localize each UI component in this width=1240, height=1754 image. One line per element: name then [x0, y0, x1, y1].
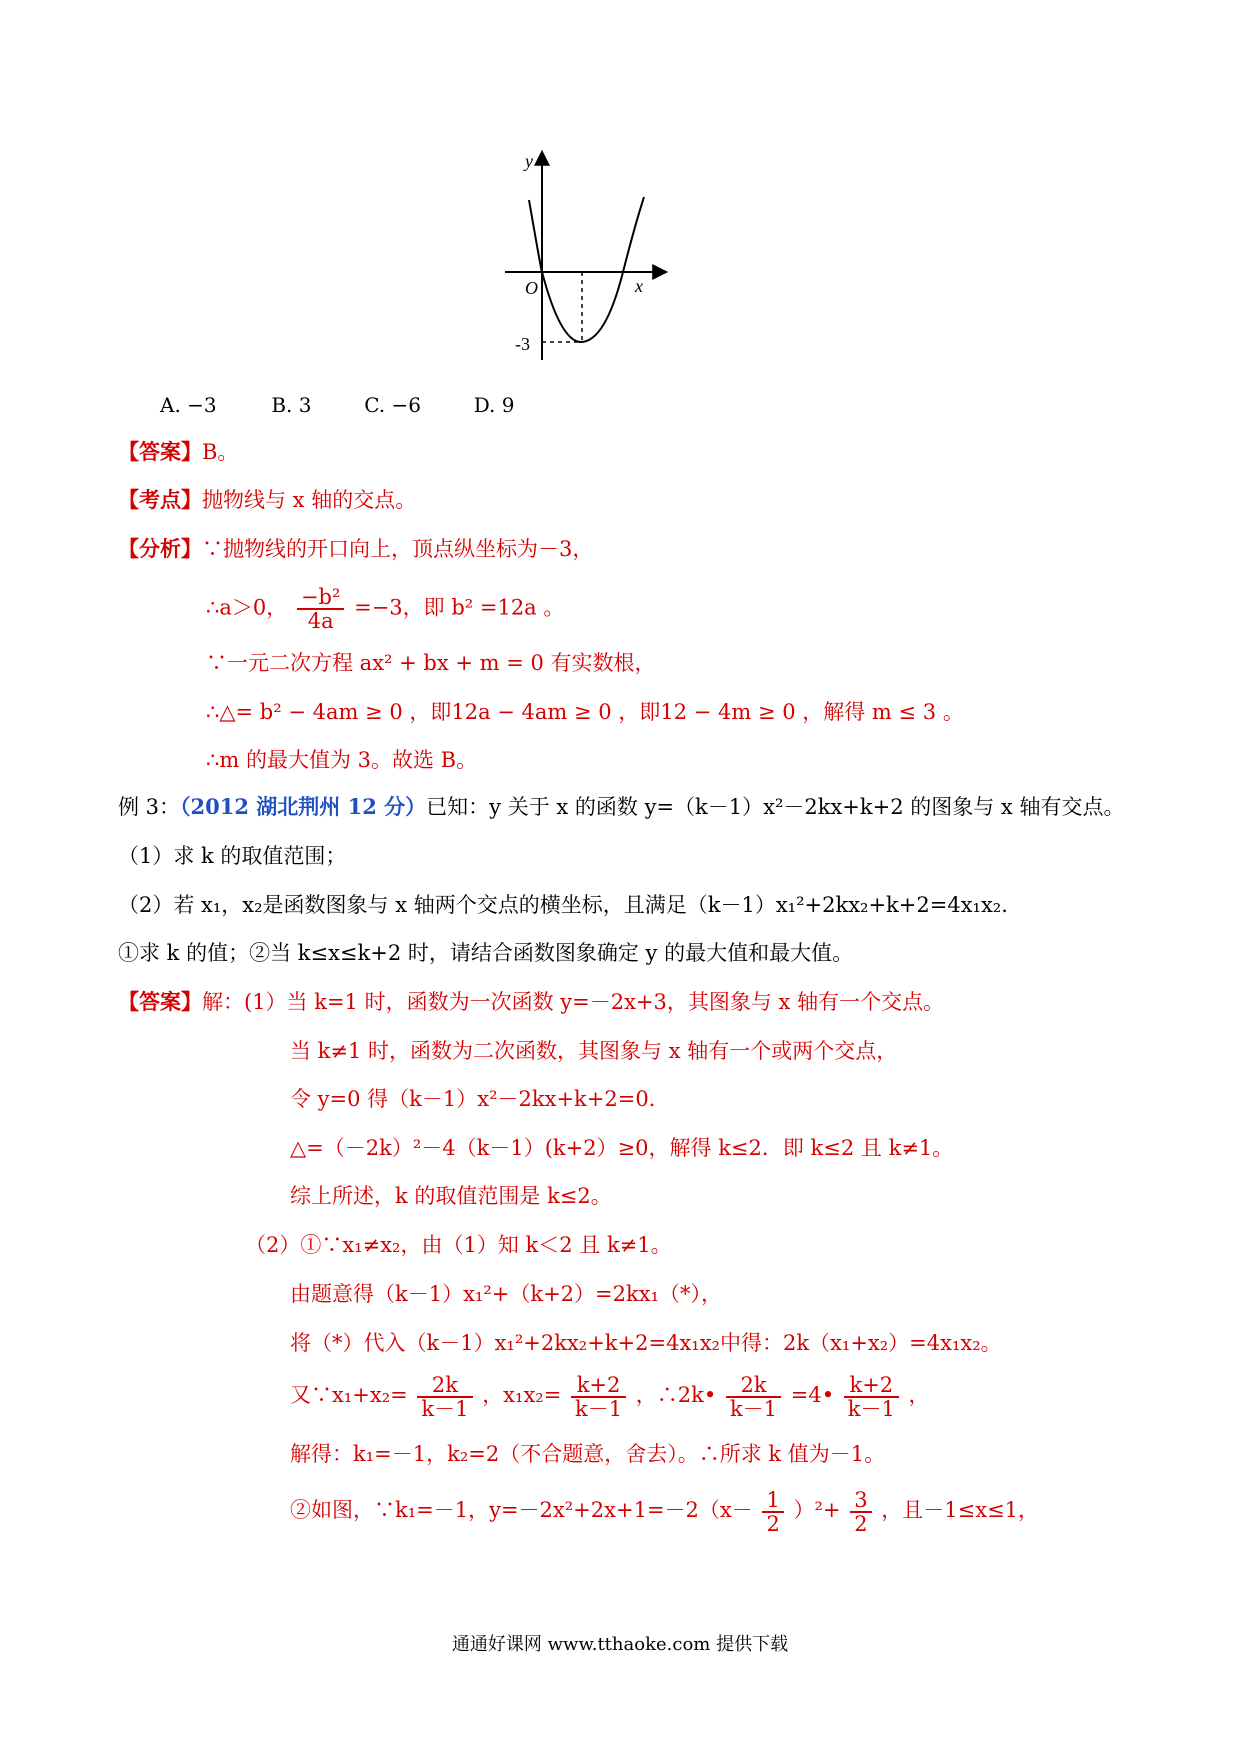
fraction-denominator: 4a	[307, 609, 334, 633]
x-axis-label: x	[635, 276, 643, 296]
origin-label: O	[525, 278, 538, 298]
fraction-denominator: 2	[854, 1511, 868, 1536]
example3-source: （2012 湖北荆州 12 分）	[180, 794, 427, 819]
analysis-line-4	[206, 697, 964, 727]
answer2-line-4: △=（－2k）²－4（k－1）(k+2）≥0，解得 k≤2．即 k≤2 且 k≠1。	[290, 1136, 954, 1160]
answer2-line-1	[118, 987, 944, 1017]
analysis-text-4: ∴△= b² − 4am ≥ 0 ，即12a − 4am ≥ 0 ，即12 − 4m ≥ 0 ，解得 m ≤ 3 。	[206, 700, 964, 724]
page-footer: 通通好课网 www.tthaoke.com 提供下载	[451, 1634, 789, 1655]
option-b: B. 3	[271, 393, 312, 417]
example3-q1: （1）求 k 的取值范围；	[118, 844, 347, 868]
answer2-l11-a: ②如图，∵k₁=－1，y=－2x²+2x+1=－2（x－	[290, 1498, 753, 1522]
fraction-numerator: 3	[850, 1489, 871, 1513]
analysis-text-3: ∵一元二次方程 ax² + bx + m = 0 有实数根，	[206, 651, 656, 675]
option-d: D. 9	[473, 393, 515, 417]
analysis-l2-b: =−3，即 b² =12a 。	[354, 595, 565, 620]
answer2-line-5: 综上所述，k 的取值范围是 k≤2。	[290, 1184, 612, 1208]
answer2-text-1: 解：(1）当 k=1 时，函数为一次函数 y=－2x+3，其图象与 x 轴有一个交点。	[202, 990, 945, 1014]
answer2-line-3: 令 y=0 得（k－1）x²－2kx+k+2=0.	[290, 1087, 656, 1111]
example3-prefix: 例 3：	[118, 795, 181, 819]
analysis-line-1	[118, 534, 593, 564]
fraction-2k-over-k-1-b	[726, 1374, 781, 1420]
fraction-2k-over-k-1	[417, 1374, 472, 1420]
kaodian-text: 抛物线与 x 轴的交点。	[202, 488, 417, 512]
analysis-text-1: ∵抛物线的开口向上，顶点纵坐标为－3，	[202, 537, 594, 561]
fraction-numerator: k+2	[844, 1374, 899, 1398]
fraction-denominator: k－1	[847, 1396, 895, 1421]
min-value-label: -3	[515, 334, 530, 354]
fraction-numerator: 2k	[726, 1374, 781, 1398]
example3-q3: ①求 k 的值；②当 k≤x≤k+2 时，请结合函数图象确定 y 的最大值和最大值。	[118, 941, 854, 965]
answer2-line-6: （2）①∵x₁≠x₂，由（1）知 k＜2 且 k≠1。	[245, 1233, 672, 1257]
example3-line	[118, 792, 1124, 822]
kaodian-line	[118, 485, 416, 515]
analysis-l2-a: ∴a＞0，	[206, 595, 288, 620]
y-axis-label: y	[525, 151, 533, 171]
answer-line	[118, 437, 238, 467]
example3-text: 已知：y 关于 x 的函数 y=（k－1）x²－2kx+k+2 的图象与 x 轴有交点。	[426, 795, 1125, 819]
option-c: C. −6	[364, 393, 422, 417]
fraction-numerator: −b²	[297, 586, 344, 610]
parabola-curve	[529, 197, 644, 342]
answer2-tag: 【答案】	[118, 989, 202, 1014]
fraction-3-over-2	[850, 1489, 871, 1535]
analysis-tag: 【分析】	[118, 536, 202, 561]
fraction-k2-over-k-1	[571, 1374, 626, 1420]
analysis-text-5: ∴m 的最大值为 3。故选 B。	[206, 748, 478, 772]
analysis-line-3	[206, 648, 656, 678]
fraction-b2-over-4a	[297, 586, 344, 632]
answer2-line-9	[290, 1370, 930, 1420]
options-row	[160, 390, 515, 420]
fraction-denominator: k－1	[575, 1396, 623, 1421]
example3-q2: （2）若 x₁，x₂是函数图象与 x 轴两个交点的横坐标，且满足（k－1）x₁²+2kx₂+k+2=4x₁x₂.	[118, 893, 1008, 917]
fraction-numerator: 1	[762, 1489, 783, 1513]
answer2-line-2: 当 k≠1 时，函数为二次函数，其图象与 x 轴有一个或两个交点，	[290, 1039, 898, 1063]
answer2-l9-d: =4•	[790, 1383, 835, 1407]
answer-text: B。	[202, 440, 239, 464]
analysis-line-2	[206, 586, 564, 632]
answer2-l9-a: 又∵x₁+x₂=	[290, 1383, 408, 1407]
kaodian-tag: 【考点】	[118, 487, 202, 512]
answer2-l11-c: ，且－1≤x≤1，	[881, 1498, 1040, 1522]
fraction-denominator: k－1	[729, 1396, 778, 1421]
fraction-denominator: 2	[766, 1511, 780, 1536]
fraction-numerator: 2k	[417, 1374, 472, 1398]
analysis-line-5	[206, 745, 477, 775]
answer2-l9-e: ，	[908, 1383, 930, 1407]
answer-tag: 【答案】	[118, 439, 202, 464]
parabola-graph	[505, 145, 685, 370]
answer2-line-11	[290, 1485, 1039, 1535]
answer2-line-8: 将（*）代入（k－1）x₁²+2kx₂+k+2=4x₁x₂中得：2k（x₁+x₂）=4x₁x₂。	[290, 1331, 1002, 1355]
answer2-line-10: 解得：k₁=－1，k₂=2（不合题意，舍去）。∴所求 k 值为－1。	[290, 1442, 886, 1466]
answer2-l11-b: ）²+	[793, 1498, 841, 1522]
fraction-1-over-2	[762, 1489, 783, 1535]
answer2-l9-c: ，∴2k•	[635, 1383, 717, 1407]
fraction-k2-over-k-1-b	[844, 1374, 899, 1420]
fraction-denominator: k－1	[421, 1396, 469, 1421]
answer2-line-7: 由题意得（k－1）x₁²+（k+2）=2kx₁（*），	[290, 1282, 722, 1306]
answer2-l9-b: ，x₁x₂=	[482, 1383, 562, 1407]
option-a: A. −3	[160, 393, 217, 417]
fraction-numerator: k+2	[571, 1374, 626, 1398]
